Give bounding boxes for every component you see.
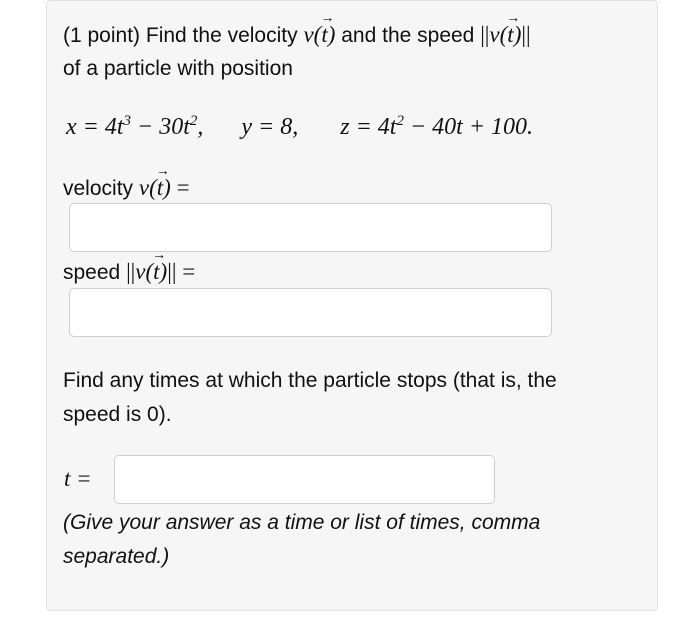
- speed-input[interactable]: [69, 288, 552, 337]
- eq-z: $z = 4t^2 - 40t + 100$.: [340, 113, 534, 140]
- velocity-label: velocity v(→ t) =: [63, 171, 190, 206]
- answer-hint-line2: separated.): [63, 545, 170, 568]
- speed-label: speed ||v(→ t)|| =: [63, 255, 195, 290]
- stops-question-line1: Find any times at which the particle stops (that is, the: [63, 369, 557, 392]
- times-input[interactable]: [114, 455, 495, 504]
- position-equations: [66, 110, 533, 144]
- intro-text-b: and the speed: [341, 24, 475, 47]
- stops-question-line2: speed is 0).: [63, 403, 172, 426]
- eq-x: $x = 4t^3 - 30t^2$,: [66, 113, 204, 140]
- answer-hint-line1: (Give your answer as a time or list of times, comma: [63, 511, 541, 534]
- speed-symbol: ||v(→ t)||: [480, 22, 530, 47]
- problem-intro: [63, 18, 531, 53]
- problem-intro-line2: of a particle with position: [63, 57, 293, 80]
- t-label: t =: [64, 466, 92, 491]
- velocity-input[interactable]: [69, 203, 552, 252]
- intro-text-a: (1 point) Find the velocity: [63, 24, 298, 47]
- velocity-symbol: v(→ t): [303, 22, 335, 47]
- eq-y: y = 8,: [241, 114, 299, 140]
